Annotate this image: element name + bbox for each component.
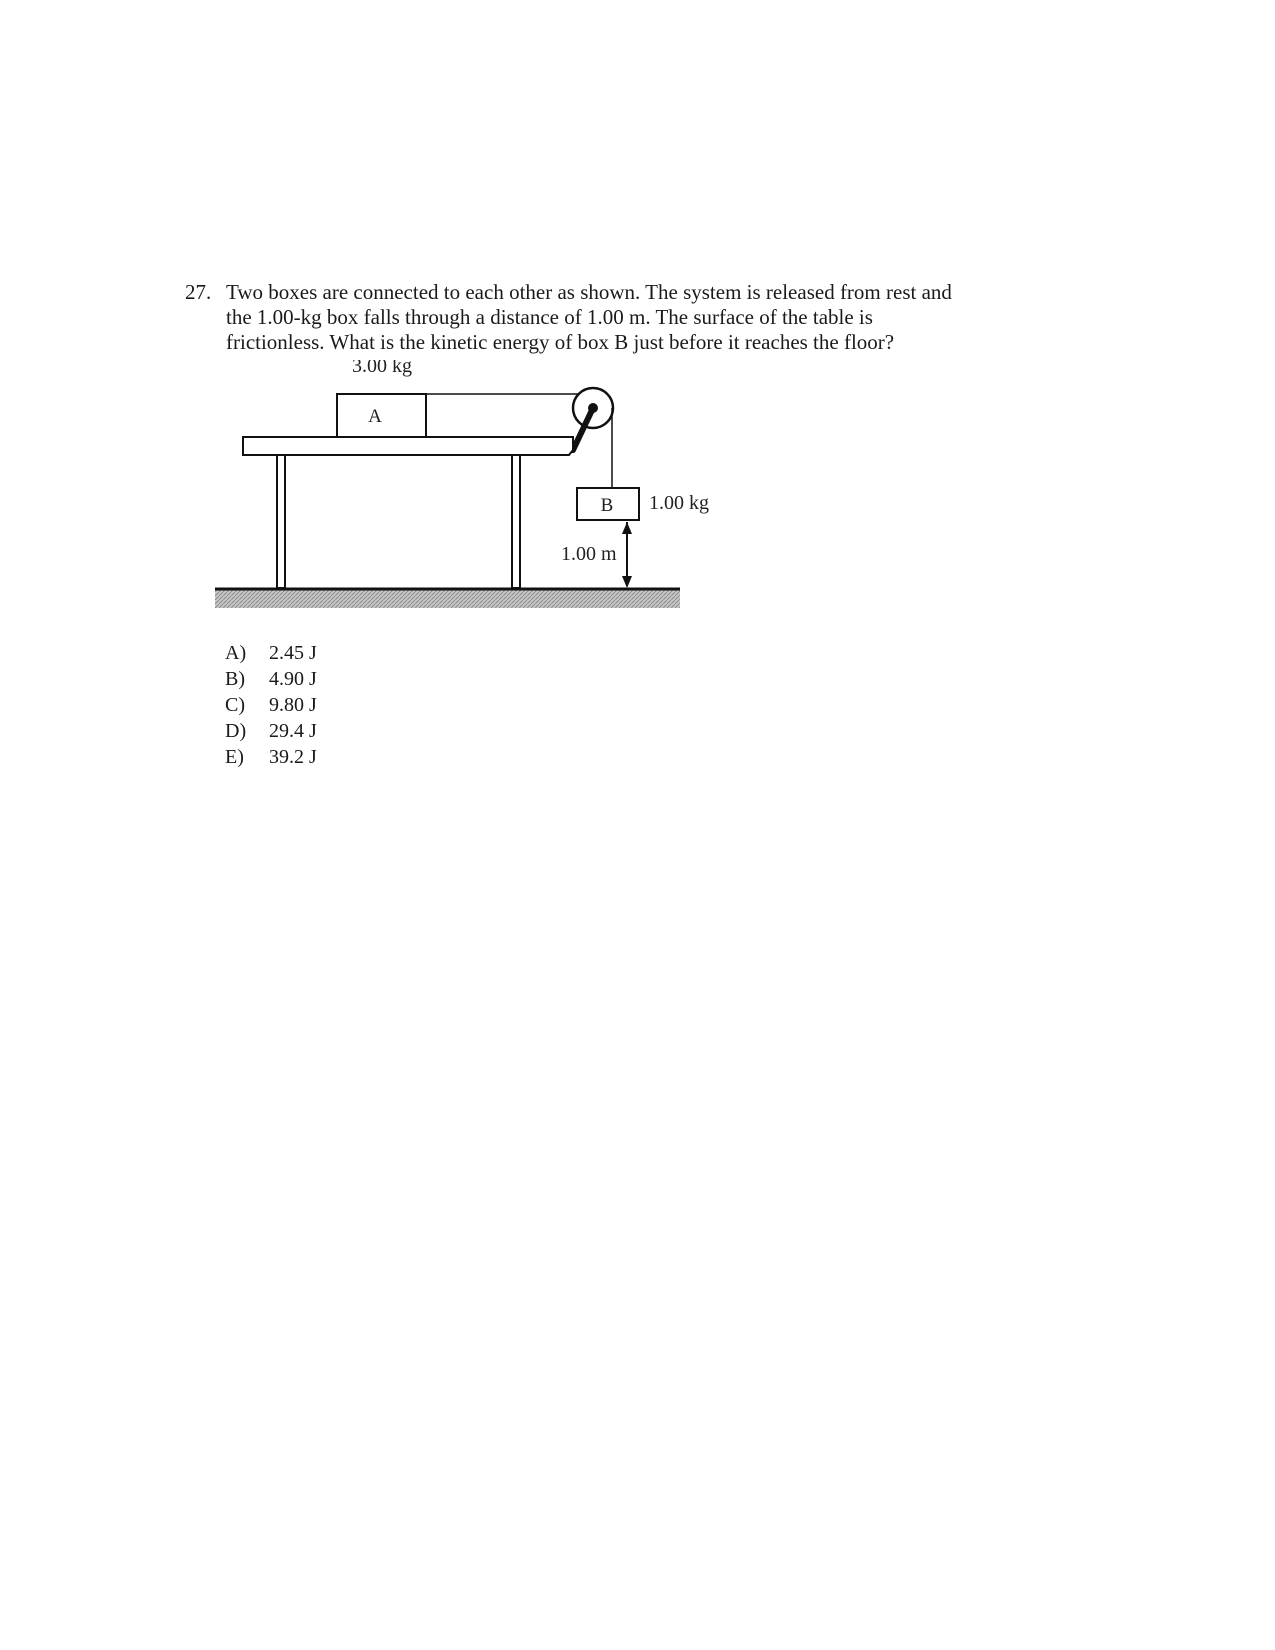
- choice-text: 29.4 J: [269, 720, 317, 742]
- choice-letter: B): [225, 668, 245, 690]
- distance-arrow-head-down: [622, 576, 632, 588]
- choice-c: [225, 692, 317, 718]
- choice-letter: D): [225, 720, 247, 742]
- choice-text: 39.2 J: [269, 746, 317, 768]
- question-number: 27.: [185, 280, 212, 304]
- mass-a-label: 3.00 kg: [352, 360, 412, 377]
- box-b-label: B: [600, 495, 614, 516]
- choice-d: [225, 718, 317, 744]
- table-top: [243, 437, 573, 455]
- pulley-diagram-svg: [215, 360, 715, 620]
- distance-arrow-head-up: [622, 522, 632, 534]
- box-a-label: A: [368, 406, 382, 427]
- choice-text: 2.45 J: [269, 642, 317, 664]
- question-stem: [226, 280, 1046, 355]
- table-leg-right: [512, 455, 520, 588]
- floor: [215, 590, 680, 608]
- choice-letter: C): [225, 694, 245, 716]
- question-stem-line: frictionless. What is the kinetic energy of box B just before it reaches the floor?: [226, 330, 895, 354]
- mass-b-label: 1.00 kg: [649, 492, 709, 514]
- choice-e: [225, 744, 317, 770]
- answer-choices: [225, 640, 317, 770]
- choice-text: 9.80 J: [269, 694, 317, 716]
- table-leg-left: [277, 455, 285, 588]
- pulley-diagram: [215, 360, 715, 625]
- question-stem-line: Two boxes are connected to each other as shown. The system is released from rest and: [226, 280, 952, 304]
- choice-letter: A): [225, 642, 247, 664]
- choice-text: 4.90 J: [269, 668, 317, 690]
- distance-label: 1.00 m: [561, 543, 617, 565]
- choice-letter: E): [225, 746, 244, 768]
- choice-a: [225, 640, 317, 666]
- choice-b: [225, 666, 317, 692]
- question-stem-line: the 1.00-kg box falls through a distance of 1.00 m. The surface of the table is: [226, 305, 873, 329]
